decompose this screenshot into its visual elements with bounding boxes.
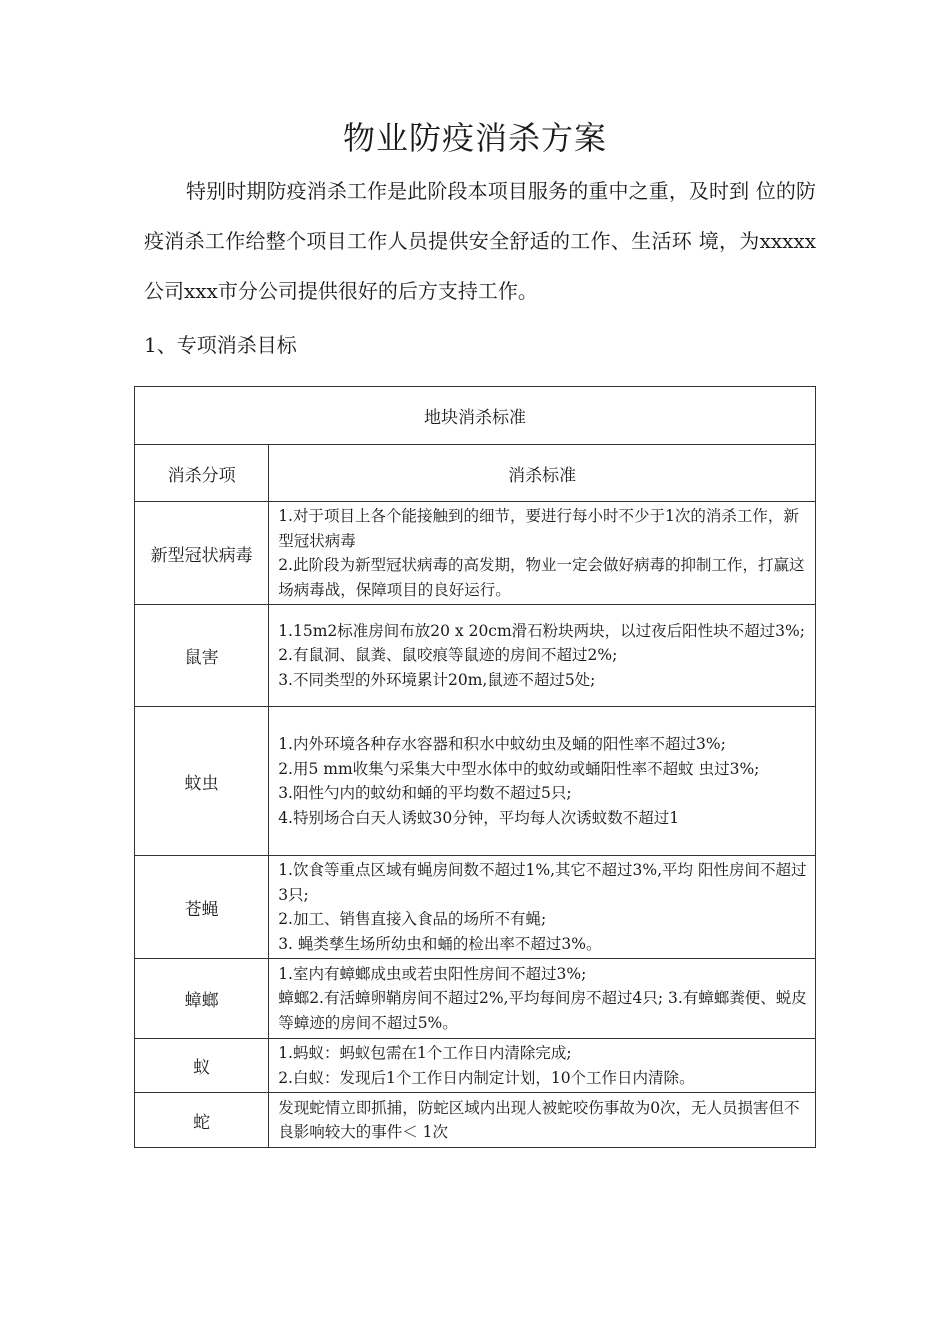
standard-line: 1.对于项目上各个能接触到的细节，要进行每小时不少于1次的消杀工作，新型冠状病毒 (278, 507, 799, 550)
standard-line: 3.阳性勺内的蚊幼和蛹的平均数不超过5只; (278, 784, 572, 802)
standard-line: 2.此阶段为新型冠状病毒的高发期，物业一定会做好病毒的抑制工作，打赢这场病毒战，保障项目的良好运行。 (278, 556, 805, 599)
table-row (135, 856, 816, 959)
row-standard-cockroach (269, 959, 816, 1039)
section-heading: 1、专项消杀目标 (144, 333, 297, 357)
disinfection-standard-table (134, 386, 816, 1148)
table-row (135, 959, 816, 1039)
standard-line: 2.用5 mm收集勺采集大中型水体中的蚊幼或蛹阳性率不超蚊 虫过3%; (278, 759, 760, 778)
header-category: 消杀分项 (135, 445, 269, 502)
standard-line: 4.特别场合白天人诱蚊30分钟，平均每人次诱蚊数不超过1 (278, 808, 680, 827)
row-category-cockroach: 蟑螂 (135, 959, 269, 1039)
standard-line: 2.加工、销售直接入食品的场所不有蝇; (278, 910, 547, 928)
standard-line: 发现蛇情立即抓捕，防蛇区域内出现人被蛇咬伤事故为0次，无人员损害但不良影响较大的事件＜ 1次 (278, 1098, 800, 1141)
standard-line: 1.室内有蟑螂成虫或若虫阳性房间不超过3%; (278, 964, 587, 983)
standard-line: 1.饮食等重点区域有蝇房间数不超过1%,其它不超过3%,平均 阳性房间不超过3只; (278, 861, 807, 904)
header-standard: 消杀标准 (269, 445, 816, 502)
table-caption-row (135, 387, 816, 445)
standard-line: 1.15m2标准房间布放20 x 20cm滑石粉块两块，以过夜后阳性块不超过3%; (278, 621, 805, 640)
standard-line: 2.白蚁：发现后1个工作日内制定计划，10个工作日内清除。 (278, 1068, 695, 1087)
row-standard-fly (269, 856, 816, 959)
table-row (135, 605, 816, 707)
standard-line: 蟑螂2.有活蟑卵鞘房间不超过2%,平均每间房不超过4只; 3.有蟑螂粪便、蜕皮等蟑迹的房间不超过5%。 (278, 989, 807, 1032)
document-title: 物业防疫消杀方案 (342, 119, 607, 157)
row-category-snake: 蛇 (135, 1093, 269, 1148)
table-row (135, 1039, 816, 1093)
table-row (135, 502, 816, 605)
table-caption: 地块消杀标准 (135, 387, 816, 445)
row-category-virus: 新型冠状病毒 (135, 502, 269, 605)
row-standard-ant (269, 1039, 816, 1093)
standard-line: 1.蚂蚁：蚂蚁包需在1个工作日内清除完成; (278, 1044, 572, 1062)
standard-line: 2.有鼠洞、鼠粪、鼠咬痕等鼠迹的房间不超过2%; (278, 646, 618, 665)
row-category-mosquito: 蚊虫 (135, 707, 269, 856)
row-category-ant: 蚁 (135, 1039, 269, 1093)
intro-paragraph: 特别时期防疫消杀工作是此阶段本项目服务的重中之重，及时到 位的防疫消杀工作给整个项目工作人员提供安全舒适的工作、生活环 境，为xxxxx公司xxx市分公司提供很好的后方支持工作。 (144, 179, 816, 303)
row-standard-snake (269, 1093, 816, 1148)
row-standard-rodent (269, 605, 816, 707)
table-row (135, 707, 816, 856)
table-header-row (135, 445, 816, 502)
row-standard-virus (269, 502, 816, 605)
table-row (135, 1093, 816, 1148)
standard-line: 1.内外环境各种存水容器和积水中蚊幼虫及蛹的阳性率不超过3%; (278, 735, 726, 753)
row-category-rodent: 鼠害 (135, 605, 269, 707)
row-category-fly: 苍蝇 (135, 856, 269, 959)
row-standard-mosquito (269, 707, 816, 856)
standard-line: 3.不同类型的外环境累计20m,鼠迹不超过5处; (278, 670, 596, 689)
standard-line: 3. 蝇类孳生场所幼虫和蛹的检出率不超过3%。 (278, 934, 602, 953)
